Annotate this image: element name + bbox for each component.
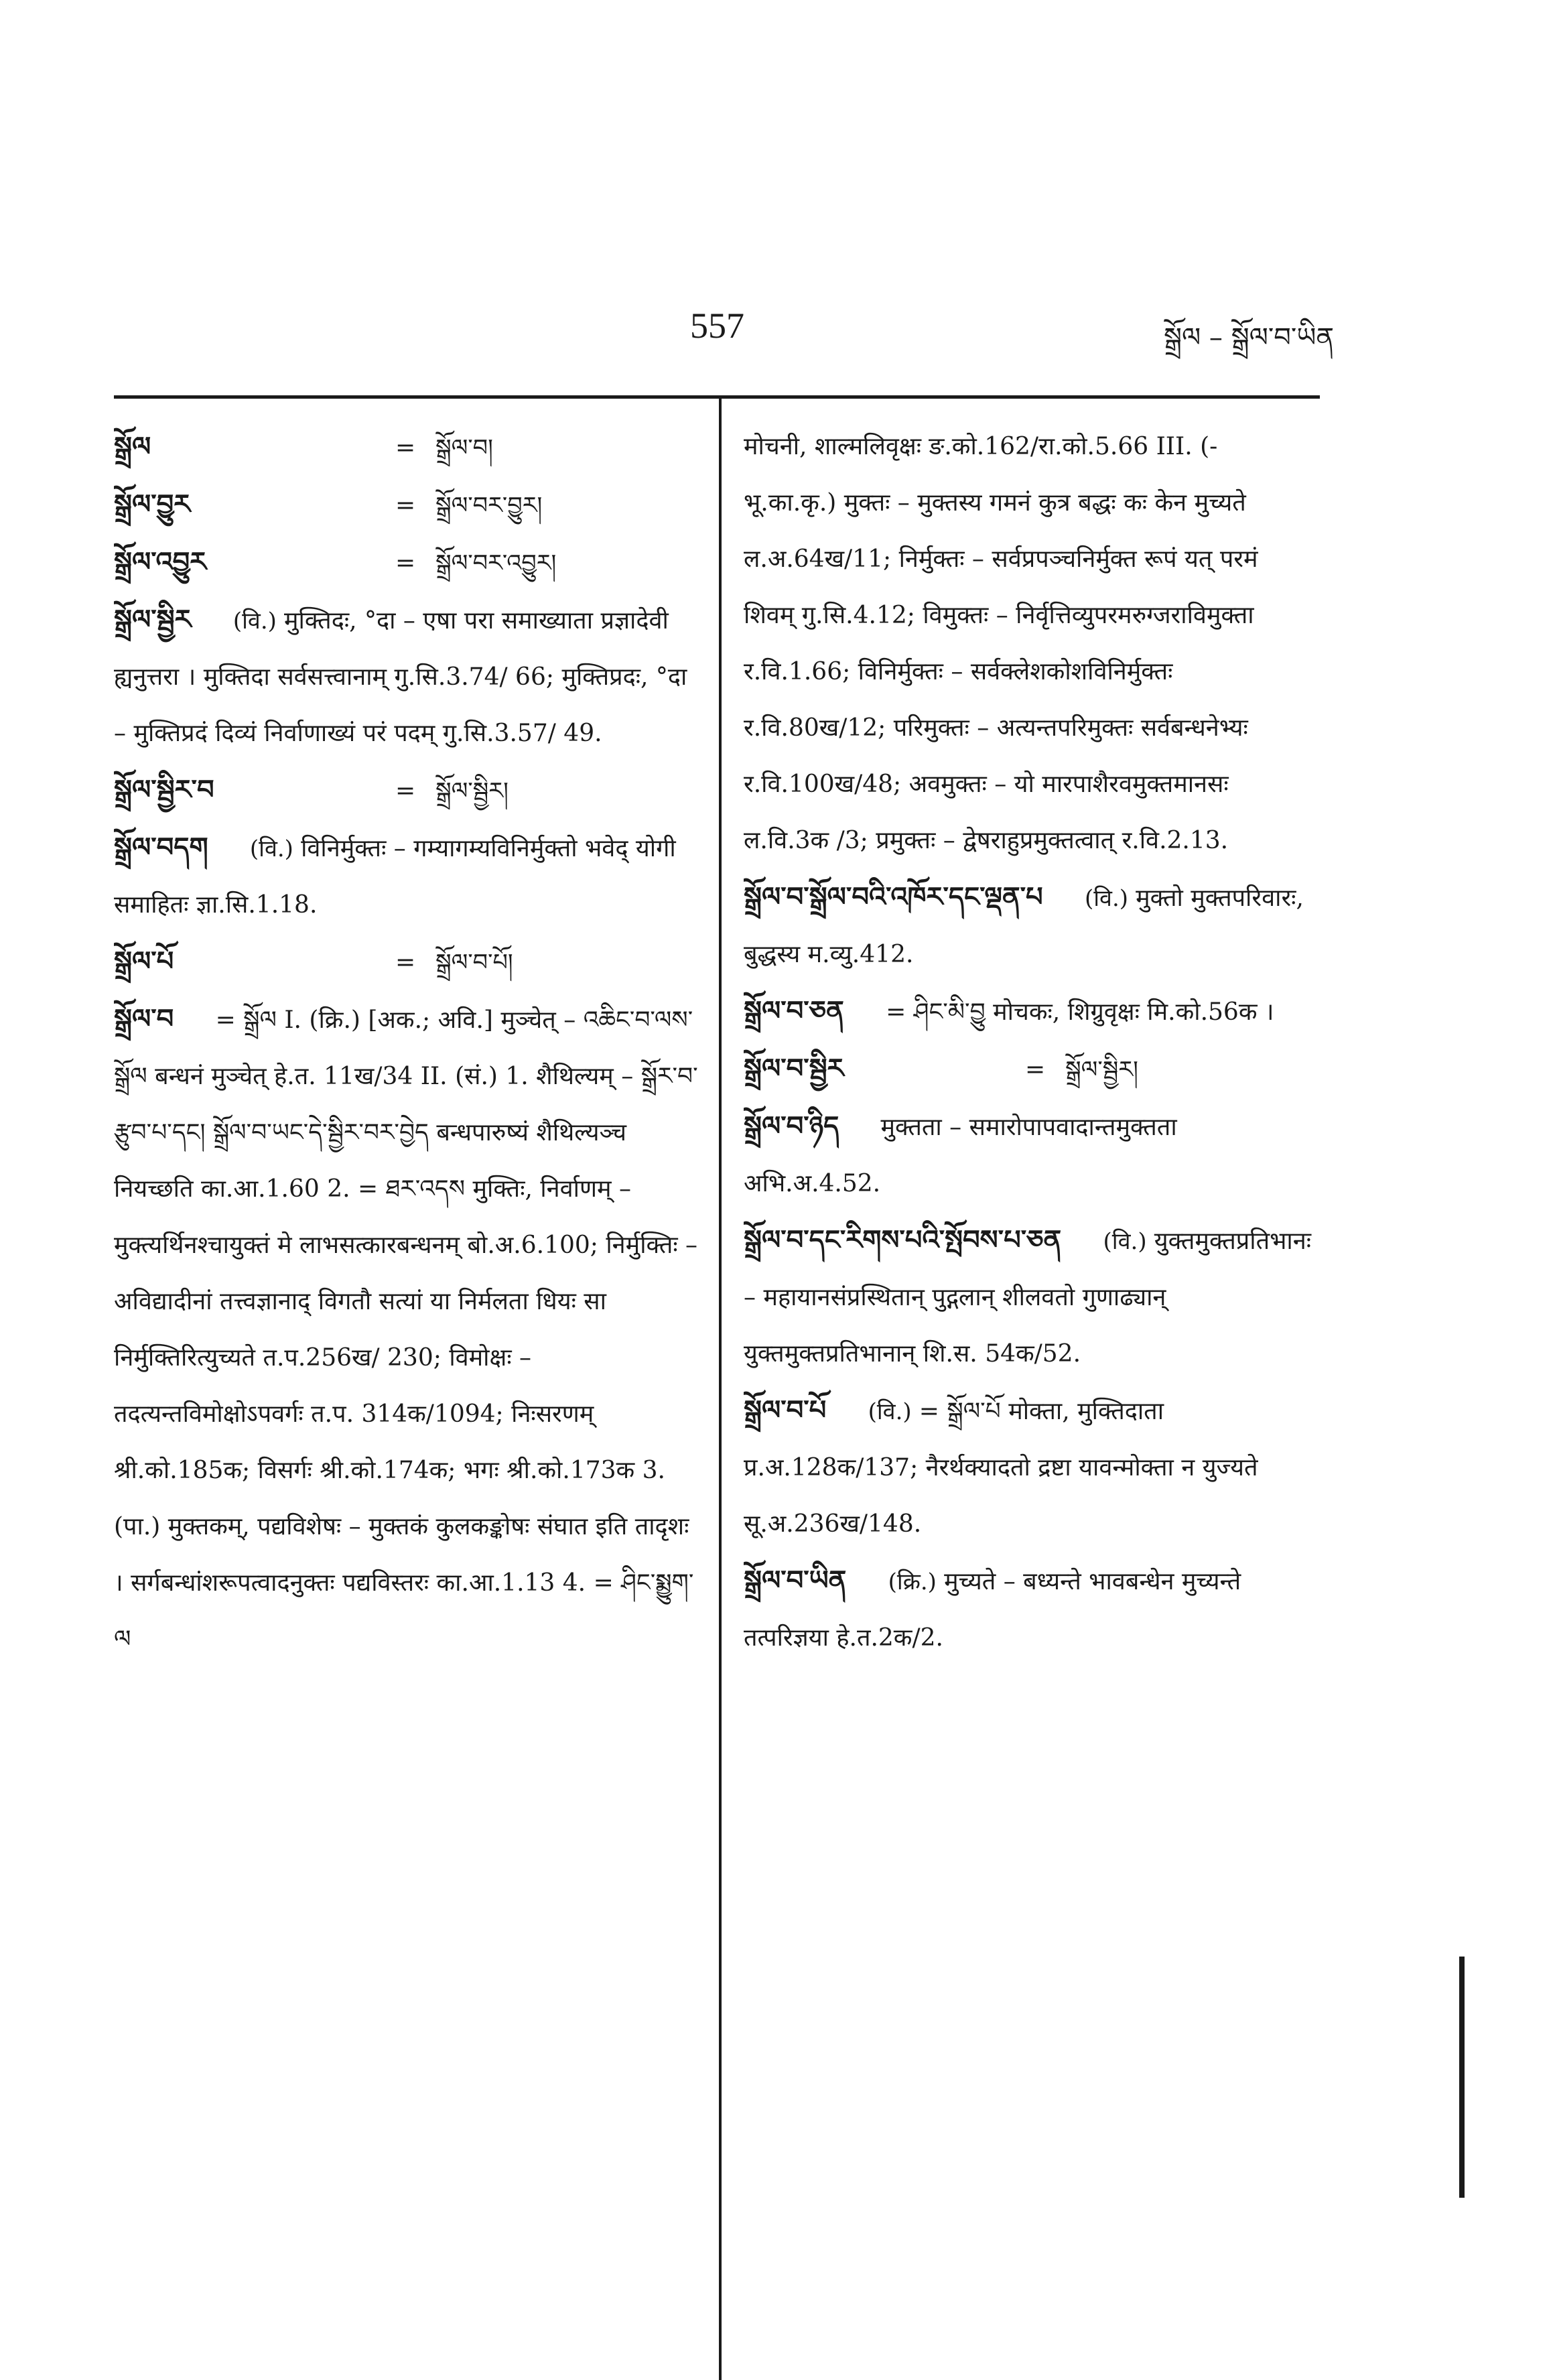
cross-reference: སྒྲོལ་བར་འབྱུར། <box>435 550 557 577</box>
entry-body: विनिर्मुक्तः – गम्यागम्यविनिर्मुक्तो भवेद् योगी समाहितः ज्ञा.सि.1.18. <box>114 835 676 919</box>
headword: སྒྲོལ་བ་ཉིད <box>744 1110 839 1142</box>
dictionary-entry <box>744 869 1313 983</box>
page-number: 557 <box>690 306 744 346</box>
header-rule <box>114 395 1320 399</box>
headword: སྒྲོལ་བ <box>114 1003 174 1035</box>
headword: སྒྲོལ་བ་སྒྲོལ་བའི་འཁོར་དང་ལྡན་པ <box>744 881 1043 913</box>
entry-body: मुच्यते – बध्यन्ते भावबन्धेन मुच्यन्ते तत्परिज्ञया हे.त.2क/2. <box>744 1568 1241 1652</box>
headword: སྒྲོལ་བ་དང་རིགས་པའི་སྤོབས་པ་ཅན <box>744 1224 1062 1256</box>
dictionary-entry <box>114 933 703 991</box>
entry-body: मुक्तो मुक्तपरिवारः, बुद्धस्य म.व्यु.412. <box>744 884 1304 968</box>
dictionary-entry-continued <box>744 419 1313 869</box>
headword: སྒྲོལ་སྦྱིར <box>114 604 192 635</box>
equals-sign: = <box>395 492 416 519</box>
equals-sign: = <box>395 434 416 462</box>
entry-body: मोचनी, शाल्मलिवृक्षः ङ.को.162/रा.को.5.66 III. (- भू.का.कृ.) मुक्तः – मुक्तस्य गमनं कुत्र बद्धः कः केन मुच्यते ल.अ.64ख/11; निर्मुक्तः – सर्वप्रपञ्चनिर्मुक्त रूपं यत् परमं शिवम् गु.सि.4.12; विमुक्तः – निर्वृत्तिव्युपरमरुग्जराविमुक्ता र.वि.1.66; विनिर्मुक्तः – सर्वक्लेशकोशविनिर्मुक्तः र.वि.80ख/12; परिमुक्तः – अत्यन्तपरिमुक्तः सर्वबन्धनेभ्यः र.वि.100ख/48; अवमुक्तः – यो मारपाशैरवमुक्तमानसः ल.वि.3क /3; प्रमुक्तः – द्वेषराहुप्रमुक्तत्वात् र.वि.2.13. <box>744 433 1258 854</box>
entry-body: मुक्तिदः, °दा – एषा परा समाख्याता प्रज्ञादेवी ह्यनुत्तरा । मुक्तिदा सर्वसत्त्वानाम् गु.सि.3.74/ 66; मुक्तिप्रदः, °दा – मुक्तिप्रदं दिव्यं निर्वाणाख्यं परं पदम् गु.सि.3.57/ 49. <box>114 607 687 747</box>
grammar-abbreviation: (क्रि.) <box>888 1569 937 1595</box>
column-divider <box>719 397 722 2380</box>
headword: སྒྲོལ་བ་ཡིན <box>744 1565 847 1596</box>
entry-body: युक्तमुक्तप्रतिभानः – महायानसंप्रस्थितान् पुद्गलान् शीलवतो गुणाढ्यान् युक्तमुक्तप्रतिभानान् शि.स. 54क/52. <box>744 1228 1311 1368</box>
headword: སྒྲོལ་བདག <box>114 832 208 863</box>
dictionary-entry <box>744 1552 1313 1666</box>
dictionary-entry <box>114 419 703 476</box>
entry-body: = སྒྲོལ I. (क्रि.) [अक.; अवि.] मुञ्चेत् – འཆིང་བ་ལས་སྒྲོལ बन्धनं मुञ्चेत् हे.त. 11ख/34 II. (सं.) 1. शैथिल्यम् – སྒྲོར་བ་རྩུབ་པ་དང། སྒྲོལ་བ་ཡང་དེ་སྦྱིར་བར་བྱེད बन्धपारुष्यं शैथिल्यञ्च नियच्छति का.आ.1.60 2. = ཐར་འདས मुक्तिः, निर्वाणम् – मुक्त्यर्थिनश्चायुक्तं मे लाभसत्कारबन्धनम् बो.अ.6.100; निर्मुक्तिः – अविद्यादीनां तत्त्वज्ञानाद् विगतौ सत्यां या निर्मलता धियः सा निर्मुक्तिरित्युच्यते त.प.256ख/ 230; विमोक्षः – तदत्यन्तविमोक्षोऽपवर्गः त.प. 314क/1094; निःसरणम् श्री.को.185क; विसर्गः श्री.को.174क; भगः श्री.को.173क 3. (पा.) मुक्तकम्, पद्यविशेषः – मुक्तकं कुलकङ्कोषः संघात इति तादृशः । सर्गबन्धांशरूपत्वादनुक्तः पद्यविस्तरः का.आ.1.13 4. = ཤིང་སྨྱུག་ལ <box>114 1006 698 1653</box>
headword: སྒྲོལ་འབྱུར <box>114 546 207 578</box>
entry-body: मुक्तता – समारोपापवादान्तमुक्तता अभि.अ.4.52. <box>744 1114 1177 1197</box>
equals-sign: = <box>1025 1056 1046 1083</box>
grammar-abbreviation: (वि.) <box>1084 885 1129 912</box>
left-column <box>114 419 703 1668</box>
dictionary-entry <box>744 1382 1313 1552</box>
headword: སྒྲོལ་པོ <box>114 945 174 977</box>
dictionary-entry <box>114 762 703 819</box>
dictionary-entry <box>744 1041 1313 1098</box>
cross-reference: སྒྲོལ་སྦྱིར། <box>435 778 509 805</box>
cross-reference: སྒྲོལ་སྦྱིར། <box>1065 1057 1138 1083</box>
equals-sign: = <box>395 949 416 976</box>
headword: སྒྲོལ་བྱུར <box>114 488 191 520</box>
headword: སྒྲོལ་བ་པོ <box>744 1394 827 1426</box>
cross-reference: སྒྲོལ་བར་བྱུར། <box>435 492 543 519</box>
cross-reference: སྒྲོལ་བ་པོ། <box>435 949 513 976</box>
dictionary-entry <box>744 983 1313 1041</box>
page-edge-mark <box>1459 1957 1465 2198</box>
dictionary-entry <box>744 1212 1313 1382</box>
cross-reference: སྒྲོལ་བ། <box>435 435 493 462</box>
headword: སྒྲོལ་སྦྱིར་བ <box>114 774 214 805</box>
right-column <box>744 419 1313 1666</box>
grammar-abbreviation: (वि.) <box>249 836 293 862</box>
equals-sign: = <box>395 549 416 577</box>
dictionary-entry <box>114 819 703 933</box>
dictionary-entry <box>744 1098 1313 1212</box>
dictionary-entry <box>114 534 703 592</box>
running-head: སྒྲོལ – སྒྲོལ་བ་ཡིན <box>1163 322 1334 353</box>
headword: སྒྲོལ་བ་ཅན <box>744 995 844 1027</box>
grammar-abbreviation: (वि.) <box>868 1398 912 1425</box>
dictionary-entry <box>114 991 703 1668</box>
equals-sign: = <box>395 777 416 805</box>
grammar-abbreviation: (वि.) <box>1103 1228 1147 1255</box>
dictionary-entry <box>114 592 703 762</box>
headword: སྒྲོལ་བ་སྦྱིར <box>744 1053 844 1084</box>
dictionary-entry <box>114 476 703 534</box>
entry-body: = སྒྲོལ་པོ मोक्ता, मुक्तिदाता प्र.अ.128क/137; नैरर्थक्यादतो द्रष्टा यावन्मोक्ता न युज्यते सू.अ.236ख/148. <box>744 1398 1258 1538</box>
grammar-abbreviation: (वि.) <box>232 608 277 635</box>
entry-body: = ཤིང་མི་བྱུ मोचकः, शिग्रुवृक्षः मि.को.56क । <box>886 998 1274 1026</box>
headword: སྒྲོལ <box>114 431 151 462</box>
